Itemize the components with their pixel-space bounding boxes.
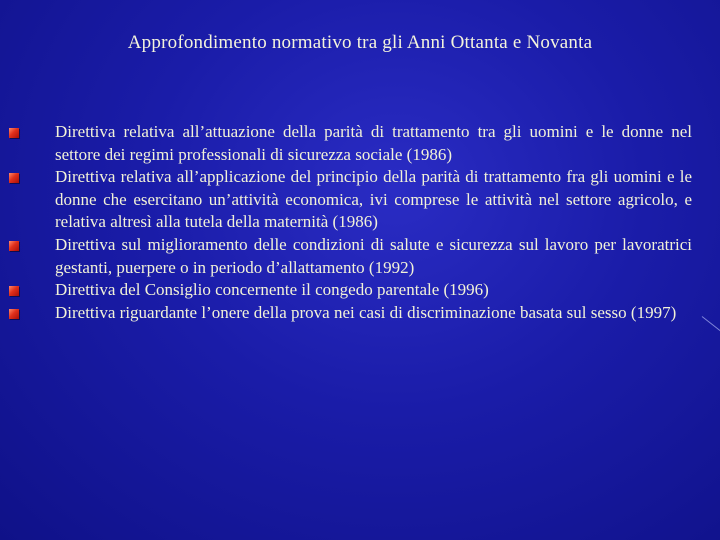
bullet-text: Direttiva del Consiglio concernente il congedo parentale (1996) [55, 280, 489, 300]
square-bullet-icon [9, 286, 19, 296]
list-item [55, 121, 692, 166]
bullet-text: Direttiva relativa all’applicazione del principio della parità di trattamento fra gli uomini e le donne che esercitano un’attività economica, ivi comprese le attività nel settore agricolo, e relativa altresì alla tutela della maternità (1986) [55, 167, 692, 232]
square-bullet-icon [9, 309, 19, 319]
square-bullet-icon [9, 241, 19, 251]
list-item [55, 234, 692, 279]
bullet-list [0, 121, 720, 324]
bullet-text: Direttiva relativa all’attuazione della parità di trattamento tra gli uomini e le donne nel settore dei regimi professionali di sicurezza sociale (1986) [55, 122, 692, 164]
list-item [55, 166, 692, 234]
list-item [55, 302, 692, 325]
square-bullet-icon [9, 173, 19, 183]
square-bullet-icon [9, 128, 19, 138]
list-item [55, 279, 692, 302]
bullet-text: Direttiva riguardante l’onere della prova nei casi di discriminazione basata sul sesso (1997) [55, 302, 677, 322]
slide-title: Approfondimento normativo tra gli Anni Ottanta e Novanta [127, 32, 593, 53]
bullet-text: Direttiva sul miglioramento delle condizioni di salute e sicurezza sul lavoro per lavoratrici gestanti, puerpere o in periodo d’allattamento (1992) [55, 234, 692, 277]
